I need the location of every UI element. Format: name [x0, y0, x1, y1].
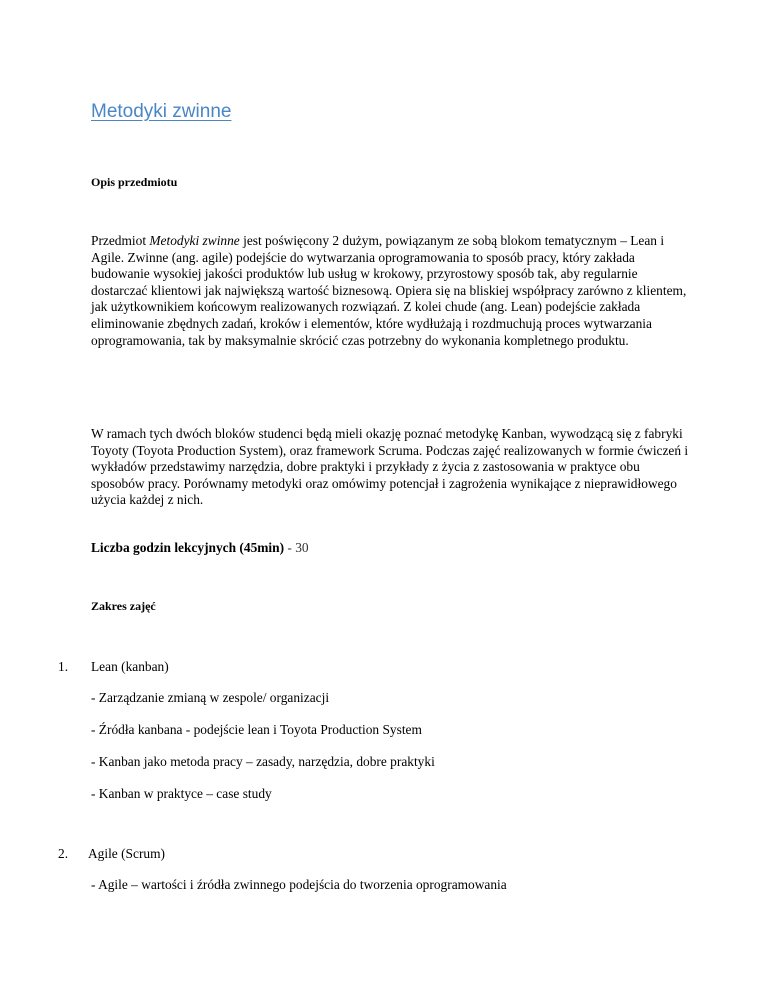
description-heading: Opis przedmiotu: [91, 175, 178, 189]
lesson-hours-separator: -: [284, 540, 296, 555]
section-label-agile: Agile (Scrum): [88, 846, 165, 861]
list-item: - Kanban w praktyce – case study: [91, 786, 272, 801]
list-item: - Źródła kanbana - podejście lean i Toyota Production System: [91, 722, 422, 737]
list-item: - Agile – wartości i źródła zwinnego podejścia do tworzenia oprogramowania: [91, 877, 507, 892]
section-number: 1.: [58, 659, 69, 674]
paragraph-body-text: jest poświęcony 2 dużym, powiązanym ze sobą blokom tematycznym – Lean i Agile. Zwinne (ang. agile) podejście do wytwarzania oprogramowania to sposób pracy, który zakłada budowanie wysokiej jakości produktów lub usług w krokowy, przyrostowy sposób tak, aby regularnie dostarczać klientowi jak największą wartość biznesową. Opiera się na bliskiej współpracy zarówno z klientem, jak użytkownikiem końcowym realizowanych rozwiązań. Z kolei chude (ang. Lean) podejście zakłada eliminowanie zbędnych zadań, kroków i elementów, które wydłużają i rozdmuchują proces wytwarzania oprogramowania, tak by maksymalnie skrócić czas potrzebny do wykonania kompletnego produktu.: [91, 233, 687, 348]
scope-heading: Zakres zajęć: [91, 599, 156, 613]
course-name-emphasis: Metodyki zwinne: [149, 233, 240, 248]
blocks-paragraph: W ramach tych dwóch bloków studenci będą mieli okazję poznać metodykę Kanban, wywodzącą się z fabryki Toyoty (Toyota Production System), oraz framework Scruma. Podczas zajęć realizowanych w formie ćwiczeń i wykładów przedstawimy narzędzia, dobre praktyki i przykłady z życia z zastosowania w praktyce obu sposobów pracy. Porównamy metodyki oraz omówimy potencjał i zagrożenia wynikające z nieprawidłowego użycia każdej z nich.: [91, 426, 689, 508]
list-item: - Zarządzanie zmianą w zespole/ organizacji: [91, 690, 330, 705]
list-item: - Kanban jako metoda pracy – zasady, narzędzia, dobre praktyki: [91, 754, 435, 769]
paragraph-intro-text: Przedmiot: [91, 233, 150, 248]
lesson-hours: [91, 540, 309, 556]
page-title: Metodyki zwinne: [91, 101, 232, 122]
description-paragraph: [91, 233, 691, 349]
lesson-hours-value: 30: [295, 540, 309, 555]
section-label-lean: Lean (kanban): [91, 659, 169, 674]
section-number: 2.: [58, 846, 69, 861]
lesson-hours-label: Liczba godzin lekcyjnych (45min): [91, 540, 285, 555]
